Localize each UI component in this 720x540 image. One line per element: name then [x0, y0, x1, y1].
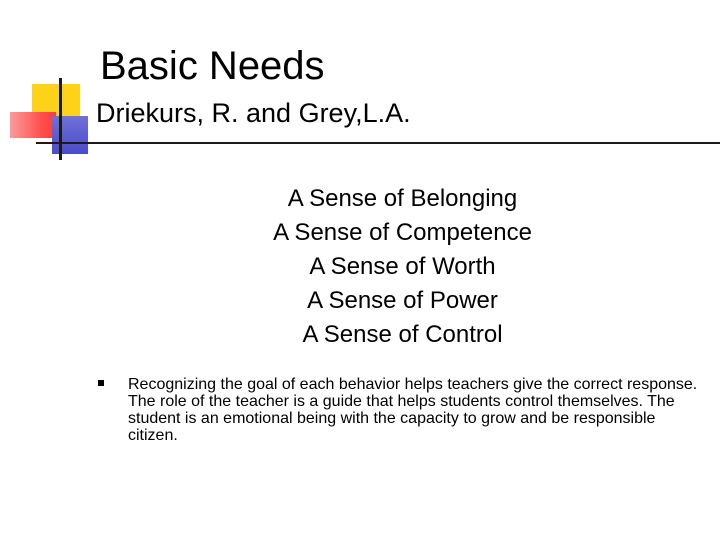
need-item: A Sense of Worth — [309, 253, 496, 280]
decor-vertical-rule — [59, 78, 62, 160]
need-item: A Sense of Competence — [273, 219, 532, 246]
title-underline-rule — [36, 142, 720, 144]
bullet-square-icon — [98, 380, 104, 386]
decor-red-square — [10, 112, 56, 138]
need-item: A Sense of Control — [302, 321, 503, 348]
decor-blue-square — [52, 116, 88, 154]
slide-subtitle: Driekurs, R. and Grey,L.A. — [96, 98, 411, 128]
need-item: A Sense of Power — [307, 287, 498, 314]
bullet-paragraph: Recognizing the goal of each behavior helps teachers give the correct response. The role of the teacher is a guide that helps students control themselves. The student is an emotional being with the capacity to grow and be responsible citizen. — [128, 376, 698, 444]
needs-list — [200, 182, 605, 352]
need-item: A Sense of Belonging — [287, 185, 518, 212]
slide-title: Basic Needs — [100, 44, 325, 88]
